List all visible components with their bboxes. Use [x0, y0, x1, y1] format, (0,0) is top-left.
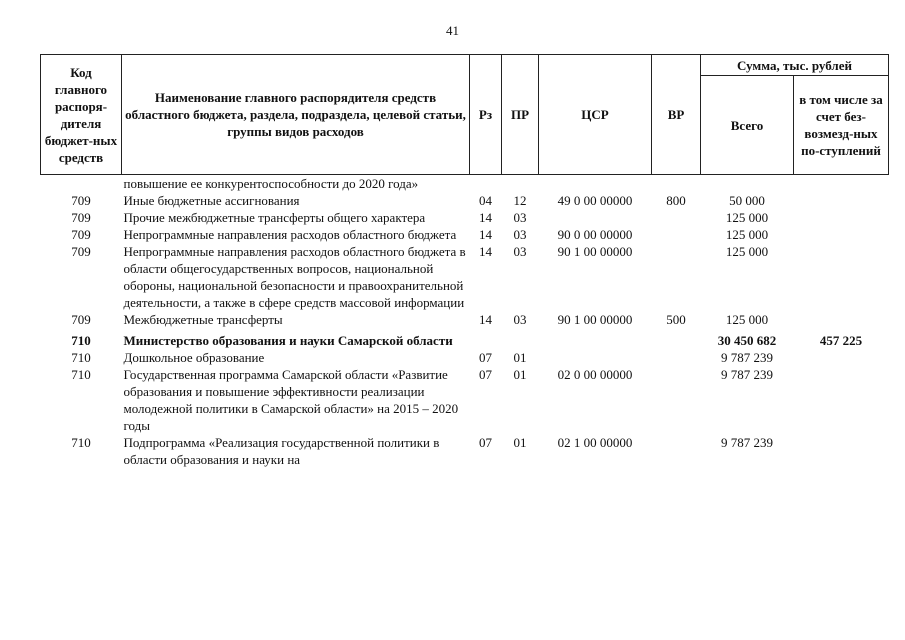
row-rz: 04	[479, 193, 492, 208]
row-vr	[652, 175, 701, 193]
row-code: 710	[71, 367, 91, 382]
row-name: Межбюджетные трансферты	[123, 312, 283, 327]
row-name: Непрограммные направления расходов областного бюджета в области общегосударственных вопросов, национальной обороны, национальной безопасности и правоохранительной деятельности, а также в сфере средств массовой информации	[123, 244, 466, 310]
row-name: Иные бюджетные ассигнования	[123, 193, 300, 208]
row-gratuitous	[794, 226, 889, 243]
table-body	[41, 175, 889, 469]
table-row	[41, 175, 889, 193]
row-total: 30 450 682	[717, 333, 777, 348]
row-code: 710	[71, 435, 91, 450]
row-name: повышение ее конкурентоспособности до 2020 года»	[123, 176, 419, 191]
header-vr: ВР	[652, 55, 701, 175]
row-rz	[470, 328, 502, 349]
header-rz: Рз	[470, 55, 502, 175]
row-gratuitous	[794, 192, 889, 209]
row-rz	[470, 175, 502, 193]
row-pr: 01	[513, 367, 527, 382]
row-name: Подпрограмма «Реализация государственной политики в области образования и науки на	[123, 435, 440, 467]
row-total: 125 000	[725, 244, 769, 259]
row-code: 709	[71, 312, 91, 327]
row-csr: 90 1 00 00000	[557, 244, 633, 259]
header-code: Код главного распоря-дителя бюджет-ных средств	[41, 55, 122, 175]
table-row	[41, 328, 889, 349]
row-code: 710	[71, 333, 91, 348]
row-gratuitous	[794, 349, 889, 366]
row-vr	[652, 434, 701, 468]
row-code: 709	[71, 210, 91, 225]
row-gratuitous	[794, 209, 889, 226]
row-vr	[652, 243, 701, 311]
row-total: 9 787 239	[721, 435, 773, 450]
row-csr: 90 0 00 00000	[557, 227, 633, 242]
row-pr: 03	[513, 210, 527, 225]
row-csr	[539, 209, 652, 226]
row-rz: 07	[479, 367, 492, 382]
row-pr: 01	[513, 435, 527, 450]
row-vr: 500	[666, 312, 686, 327]
row-csr: 02 1 00 00000	[557, 435, 633, 450]
row-rz: 14	[479, 244, 492, 259]
row-gratuitous	[794, 434, 889, 468]
row-code: 710	[71, 350, 91, 365]
row-code: 709	[71, 193, 91, 208]
header-total: Всего	[701, 76, 794, 175]
row-vr	[652, 328, 701, 349]
row-csr: 90 1 00 00000	[557, 312, 633, 327]
row-pr	[502, 328, 539, 349]
row-pr: 03	[513, 244, 527, 259]
row-csr	[539, 175, 652, 193]
row-vr	[652, 349, 701, 366]
row-vr: 800	[666, 193, 686, 208]
row-pr	[502, 175, 539, 193]
row-rz: 14	[479, 210, 492, 225]
table-row	[41, 192, 889, 209]
row-csr: 02 0 00 00000	[557, 367, 633, 382]
row-gratuitous: 457 225	[819, 333, 863, 348]
row-name: Министерство образования и науки Самарской области	[123, 333, 453, 348]
row-pr: 12	[513, 193, 527, 208]
row-vr	[652, 209, 701, 226]
row-code: 709	[71, 244, 91, 259]
row-code	[41, 175, 122, 193]
row-name: Прочие межбюджетные трансферты общего характера	[123, 210, 426, 225]
row-pr: 03	[513, 312, 527, 327]
row-vr	[652, 366, 701, 434]
row-code: 709	[71, 227, 91, 242]
table-header	[41, 55, 889, 175]
row-total	[701, 175, 794, 193]
row-total: 50 000	[729, 193, 765, 208]
header-name: Наименование главного распорядителя средств областного бюджета, раздела, подраздела, целевой статьи, группы видов расходов	[122, 55, 470, 175]
row-total: 125 000	[725, 210, 769, 225]
row-gratuitous	[794, 243, 889, 311]
row-gratuitous	[794, 175, 889, 193]
row-total: 125 000	[725, 227, 769, 242]
table-row	[41, 349, 889, 366]
row-gratuitous	[794, 366, 889, 434]
header-pr: ПР	[502, 55, 539, 175]
row-total: 125 000	[725, 312, 769, 327]
row-csr	[539, 349, 652, 366]
row-csr: 49 0 00 00000	[557, 193, 633, 208]
row-name: Государственная программа Самарской области «Развитие образования и повышение эффективности реализации молодежной политики в Самарской области» на 2015 – 2020 годы	[123, 367, 459, 433]
row-total: 9 787 239	[721, 367, 773, 382]
row-rz: 14	[479, 227, 492, 242]
header-sum-group: Сумма, тыс. рублей	[701, 55, 889, 76]
page-number: 41	[446, 23, 459, 38]
row-name: Дошкольное образование	[123, 350, 265, 365]
table-row	[41, 243, 889, 311]
header-gratuitous: в том числе за счет без-возмезд-ных по-ступлений	[794, 76, 889, 175]
table-row	[41, 366, 889, 434]
table-row	[41, 226, 889, 243]
row-name: Непрограммные направления расходов областного бюджета	[123, 227, 457, 242]
table-row	[41, 434, 889, 468]
table-row	[41, 311, 889, 328]
row-vr	[652, 226, 701, 243]
table-row	[41, 209, 889, 226]
row-pr: 03	[513, 227, 527, 242]
row-rz: 07	[479, 435, 492, 450]
row-total: 9 787 239	[721, 350, 773, 365]
row-rz: 07	[479, 350, 492, 365]
header-csr: ЦСР	[539, 55, 652, 175]
row-csr	[539, 328, 652, 349]
row-rz: 14	[479, 312, 492, 327]
row-pr: 01	[513, 350, 527, 365]
budget-table	[40, 54, 889, 468]
row-gratuitous	[794, 311, 889, 328]
